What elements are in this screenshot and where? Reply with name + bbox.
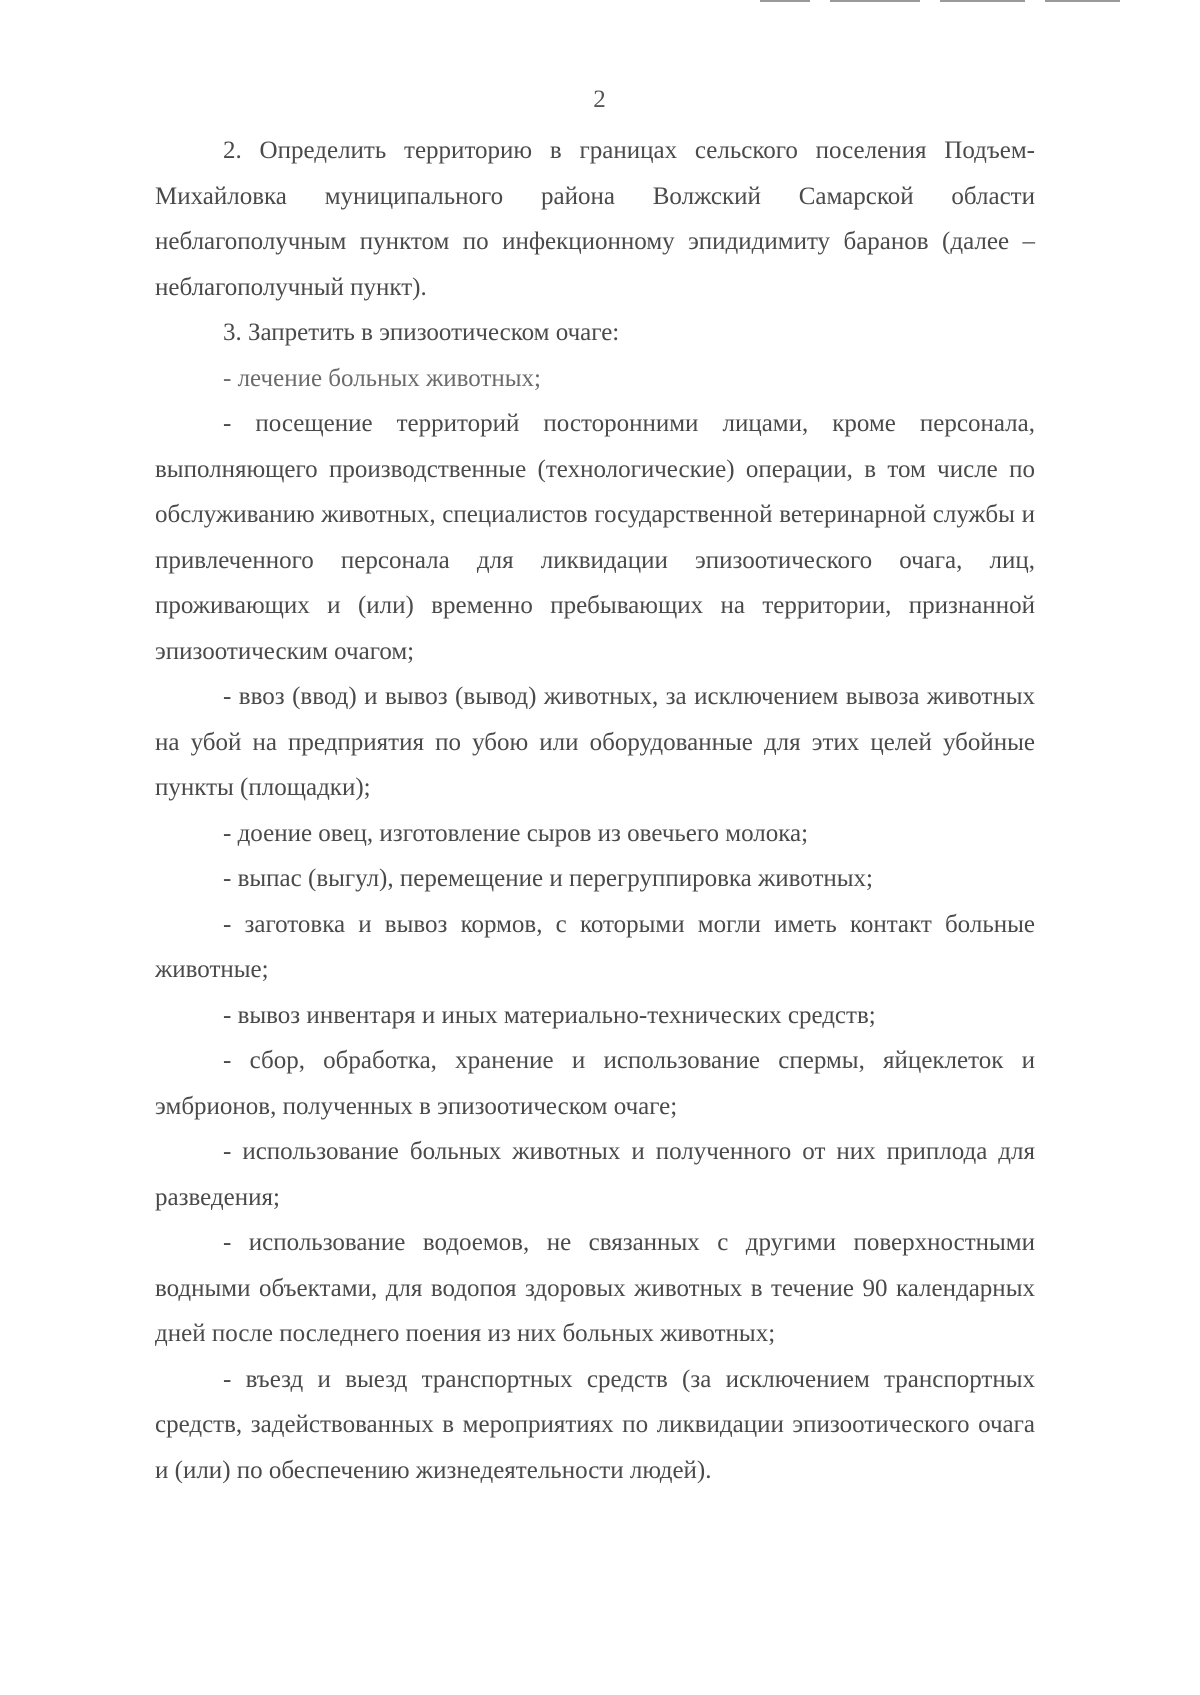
list-item-visits: - посещение территорий посторонними лицами, кроме персонала, выполняющего производственные (технологические) операции, в том числе по обслуживанию животных, специалистов государственной ветеринарной службы и привлеченного персонала для ликвидации эпизоотического очага, лиц, проживающих и (или) временно пребывающих на территории, признанной эпизоотическим очагом; xyxy=(155,410,1035,665)
scan-edge-mark xyxy=(1045,0,1120,2)
scan-edge-marks xyxy=(760,0,1180,3)
paragraph-territory: 2. Определить территорию в границах сельского поселения Подъем-Михайловка муниципального района Волжский Самарской области неблагополучным пунктом по инфекционному эпидидимиту баранов (далее – неблагополучный пункт). xyxy=(155,137,1035,301)
list-item-breeding: - использование больных животных и полученного от них приплода для разведения; xyxy=(155,1138,1035,1211)
paragraph-prohibition-heading: 3. Запретить в эпизоотическом очаге: xyxy=(223,319,620,346)
list-item-animal-transport: - ввоз (ввод) и вывоз (вывод) животных, за исключением вывоза животных на убой на предприятия по убою или оборудованные для этих целей убойные пункты (площадки); xyxy=(155,683,1035,801)
list-item-feed: - заготовка и вывоз кормов, с которыми могли иметь контакт больные животные; xyxy=(155,910,1035,983)
list-item-inventory: - вывоз инвентаря и иных материально-технических средств; xyxy=(223,1001,876,1029)
scan-edge-mark xyxy=(760,0,810,2)
list-item-treatment: - лечение больных животных; xyxy=(223,364,541,392)
scan-edge-mark xyxy=(940,0,1025,2)
document-body xyxy=(155,128,1035,1493)
list-item-water-bodies: - использование водоемов, не связанных с другими поверхностными водными объектами, для водопоя здоровых животных в течение 90 календарных дней после последнего поения из них больных животных; xyxy=(155,1229,1035,1347)
list-item-reproductive-material: - сбор, обработка, хранение и использование спермы, яйцеклеток и эмбрионов, полученных в эпизоотическом очаге; xyxy=(155,1047,1035,1120)
list-item-grazing: - выпас (выгул), перемещение и перегруппировка животных; xyxy=(223,865,873,892)
list-item-milking: - доение овец, изготовление сыров из овечьего молока; xyxy=(223,819,809,847)
scan-edge-mark xyxy=(830,0,920,2)
list-item-vehicles: - въезд и выезд транспортных средств (за исключением транспортных средств, задействованных в мероприятиях по ликвидации эпизоотического очага и (или) по обеспечению жизнедеятельности людей). xyxy=(155,1365,1035,1484)
page-number: 2 xyxy=(593,86,607,113)
